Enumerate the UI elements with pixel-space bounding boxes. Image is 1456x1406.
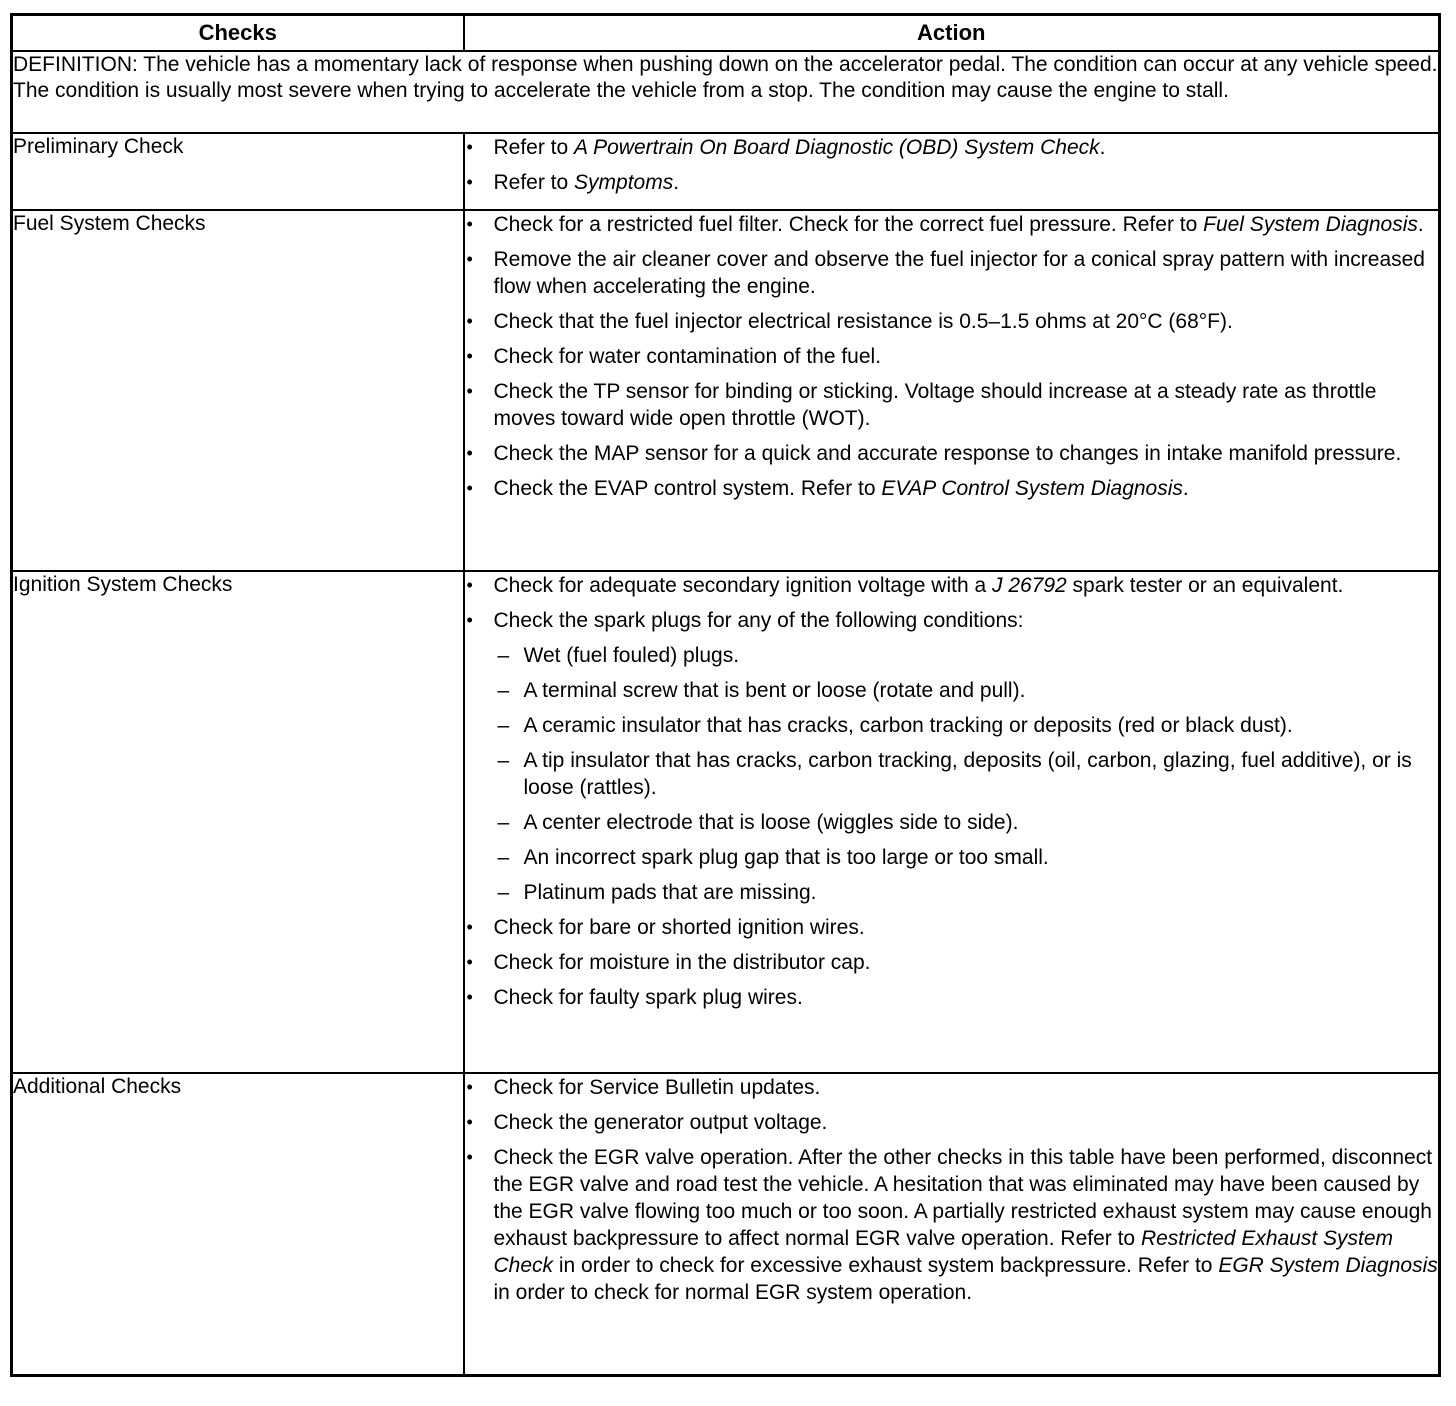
sub-item: – Platinum pads that are missing. [465,879,1439,906]
action-item: • Check the MAP sensor for a quick and accurate response to changes in intake manifold pressure. [465,440,1439,467]
action-item [465,572,1439,599]
tool-reference: J 26792 [991,574,1067,597]
reference-link: A Powertrain On Board Diagnostic (OBD) System Check [574,136,1100,159]
diagnostic-table-page [10,13,1438,1377]
column-header-checks: Checks [12,15,464,52]
row-label-fuel-system: Fuel System Checks [12,210,464,571]
action-item: • Check for bare or shorted ignition wires. [465,914,1439,941]
hesitation-diagnostic-table [10,13,1441,1377]
action-text: Check for adequate secondary ignition voltage with a [493,574,992,597]
table-row-preliminary [12,133,1440,210]
reference-link: Restricted Exhaust System Check [493,1227,1394,1277]
table-row-ignition-system [12,571,1440,1073]
action-text: Refer to [493,171,575,194]
action-text: . [1417,213,1424,236]
reference-link: EVAP Control System Diagnosis [881,477,1183,500]
action-text: Refer to [493,136,575,159]
action-item: • Check for Service Bulletin updates. [465,1074,1439,1101]
actions-ignition-system [464,571,1440,1073]
action-item: • Check the spark plugs for any of the following conditions: [465,607,1439,634]
action-item [465,169,1439,196]
action-text: . [673,171,680,194]
action-item: • Check for moisture in the distributor cap. [465,949,1439,976]
row-label-preliminary: Preliminary Check [12,133,464,210]
action-item [465,1144,1439,1306]
action-text: in order to check for normal EGR system operation. [493,1281,973,1304]
action-item: • Check that the fuel injector electrical resistance is 0.5–1.5 ohms at 20°C (68°F). [465,308,1439,335]
definition-text: DEFINITION: The vehicle has a momentary lack of response when pushing down on the accelerator pedal. The condition can occur at any vehicle speed. The condition is usually most severe when trying to accelerate the vehicle from a stop. The condition may cause the engine to stall. [12,51,1440,133]
action-item: • Check for faulty spark plug wires. [465,984,1439,1011]
action-item: • Check the generator output voltage. [465,1109,1439,1136]
actions-additional [464,1073,1440,1376]
definition-row [12,51,1440,133]
sub-item: – Wet (fuel fouled) plugs. [465,642,1439,669]
sub-item: – A terminal screw that is bent or loose (rotate and pull). [465,677,1439,704]
action-item: • Remove the air cleaner cover and observe the fuel injector for a conical spray pattern with increased flow when accelerating the engine. [465,246,1439,300]
action-text: in order to check for excessive exhaust system backpressure. Refer to [553,1254,1219,1277]
action-item [465,134,1439,161]
row-label-additional: Additional Checks [12,1073,464,1376]
row-label-ignition-system: Ignition System Checks [12,571,464,1073]
table-row-fuel-system [12,210,1440,571]
sub-item: – A tip insulator that has cracks, carbon tracking, deposits (oil, carbon, glazing, fuel additive), or is loose (rattles). [465,747,1439,801]
actions-fuel-system [464,210,1440,571]
action-item: • Check for water contamination of the fuel. [465,343,1439,370]
action-item [465,475,1439,502]
action-item: • Check the TP sensor for binding or sticking. Voltage should increase at a steady rate as throttle moves toward wide open throttle (WOT). [465,378,1439,432]
action-text: Check for a restricted fuel filter. Check for the correct fuel pressure. Refer to [493,213,1204,236]
sub-item: – A center electrode that is loose (wiggles side to side). [465,809,1439,836]
action-text: . [1099,136,1106,159]
sub-item: – A ceramic insulator that has cracks, carbon tracking or deposits (red or black dust). [465,712,1439,739]
action-text: . [1182,477,1189,500]
actions-preliminary [464,133,1440,210]
sub-item: – An incorrect spark plug gap that is too large or too small. [465,844,1439,871]
action-text: spark tester or an equivalent. [1066,574,1344,597]
action-text: Check the EGR valve operation. After the other checks in this table have been performed, disconnect the EGR valve and road test the vehicle. A hesitation that was eliminated may have been caused by the EGR valve flowing too much or too soon. A partially restricted exhaust system may cause enough exhaust backpressure to affect normal EGR valve operation. Refer to [493,1146,1433,1250]
reference-link: Symptoms [574,171,674,194]
action-text: Check the EVAP control system. Refer to [493,477,882,500]
column-header-action: Action [464,15,1440,52]
table-row-additional [12,1073,1440,1376]
table-header-row [12,15,1440,52]
action-item [465,211,1439,238]
reference-link: Fuel System Diagnosis [1203,213,1418,236]
reference-link: EGR System Diagnosis [1218,1254,1438,1277]
